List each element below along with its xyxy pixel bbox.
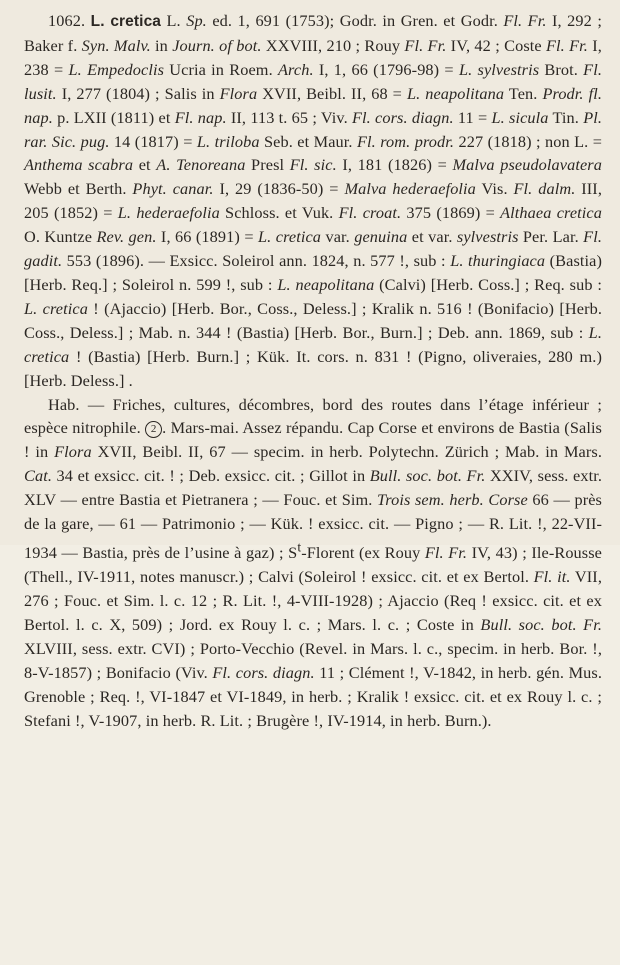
distribution-text: . Mars-mai. Assez répandu. Cap Corse et environs de Bastia (Salis ! in Flora XVII, Beibl. II, 67 — specim. in herb. Polytechn. Zürich ; Mab. in Mars. Cat. 34 et exsicc. cit. ! ; Deb. exsicc. cit. ; Gillot in Bull. soc. bot. Fr. XXIV, sess. extr. XLV — entre Bastia et Pietranera ; — Fouc. et Sim. Trois sem. herb. Corse 66 — près de la gare, — 61 — Patrimonio ; — Kük. ! exsicc. cit. — Pigno ; — R. Lit. !, 22-VII-1934 — Bastia, près de l’usine à gaz) ; $S^t$-Florent (ex Rouy Fl. Fr. IV, 43) ; Ile-Rousse (Thell., IV-1911, notes manuscr.) ; Calvi (Soleirol ! exsicc. cit. et ex Bertol. Fl. it. VII, 276 ; Fouc. et Sim. l. c. 12 ; R. Lit. !, 4-VIII-1928) ; Ajaccio (Req ! exsicc. cit. et ex Bertol. l. c. X, 509) ; Jord. ex Rouy l. c. ; Mars. l. c. ; Coste in Bull. soc. bot. Fr. XLVIII, sess. extr. CVI) ; Porto-Vecchio (Revel. in Mars. l. c., specim. in herb. Bor. !, 8-V-1857) ; Bonifacio (Viv. Fl. cors. diagn. 11 ; Clément !, V-1842, in herb. gén. Mus. Grenoble ; Req. !, VI-1847 et VI-1849, in herb. ; Kralik ! exsicc. cit. et ex Rouy l. c. ; Stefani !, V-1907, in herb. R. Lit. ; Brugère !, IV-1914, in herb. Burn.). [24, 418, 603, 730]
synonymy-paragraph [24, 9, 602, 393]
species-epithet: cretica [110, 13, 162, 30]
habitat-paragraph [24, 393, 602, 733]
genus-abbrev: L. [90, 13, 105, 30]
life-form-symbol: 2 [145, 421, 162, 438]
habitat-text: Hab. — Friches, cultures, décombres, bord des routes dans l’étage inférieur ; espèce nitrophile. [24, 394, 602, 438]
species-name [91, 13, 161, 30]
entry-number: 1062. [48, 11, 86, 30]
species-entry [24, 9, 602, 733]
synonymy-text: L. Sp. ed. 1, 691 (1753); Godr. in Gren. et Godr. Fl. Fr. I, 292 ; Baker f. Syn. Malv. in Journ. of bot. XXVIII, 210 ; Rouy Fl. Fr. IV, 42 ; Coste Fl. Fr. I, 238 = L. Empedoclis Ucria in Roem. Arch. I, 1, 66 (1796-98) = L. sylvestris Brot. Fl. lusit. I, 277 (1804) ; Salis in Flora XVII, Beibl. II, 68 = L. neapolitana Ten. Prodr. fl. nap. p. LXII (1811) et Fl. nap. II, 113 t. 65 ; Viv. Fl. cors. diagn. 11 = L. sicula Tin. Pl. rar. Sic. pug. 14 (1817) = L. triloba Seb. et Maur. Fl. rom. prodr. 227 (1818) ; non L. = Anthema scabra et A. Tenoreana Presl Fl. sic. I, 181 (1826) = Malva pseudolavatera Webb et Berth. Phyt. canar. I, 29 (1836-50) = Malva hederaefolia Vis. Fl. dalm. III, 205 (1852) = L. hederaefolia Schloss. et Vuk. Fl. croat. 375 (1869) = Althaea cretica O. Kuntze Rev. gen. I, 66 (1891) = L. cretica var. genuina et var. sylvestris Per. Lar. Fl. gadit. 553 (1896). — Exsicc. Soleirol ann. 1824, n. 577 !, sub : L. thuringiaca (Bastia) [Herb. Req.] ; Soleirol n. 599 !, sub : L. neapolitana (Calvi) [Herb. Coss.] ; Req. sub : L. cretica ! (Ajaccio) [Herb. Bor., Coss., Deless.] ; Kralik n. 516 ! (Bonifacio) [Herb. Coss., Deless.] ; Mab. n. 344 ! (Bastia) [Herb. Bor., Burn.] ; Deb. ann. 1869, sub : L. cretica ! (Bastia) [Herb. Burn.] ; Kük. It. cors. n. 831 ! (Pigno, oliveraies, 280 m.) [Herb. Deless.] . [24, 11, 603, 390]
